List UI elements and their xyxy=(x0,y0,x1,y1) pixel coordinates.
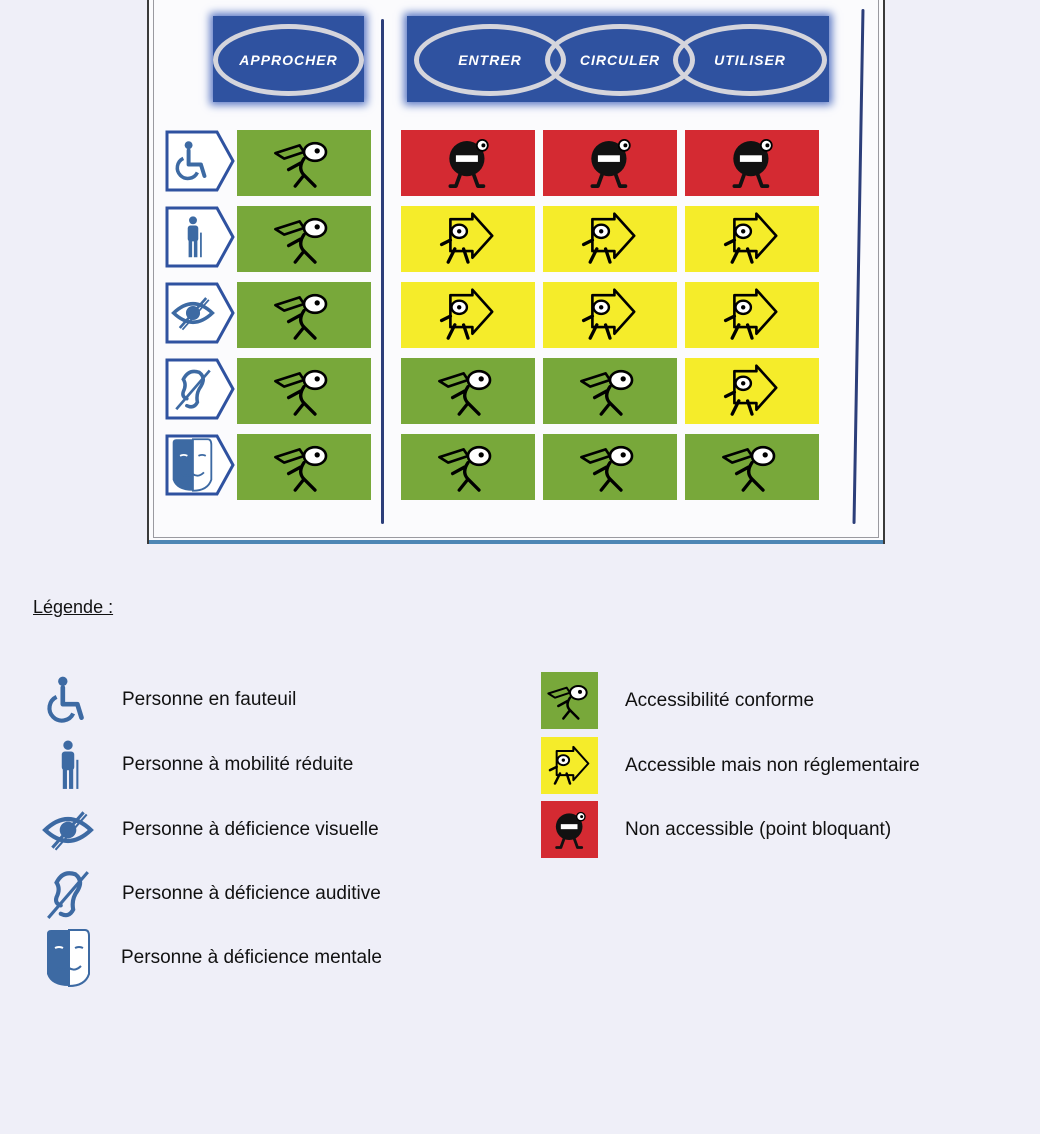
approcher-oval xyxy=(213,24,364,96)
legend-label: Personne à déficience mentale xyxy=(121,947,382,968)
arrow-walker-icon xyxy=(545,743,595,789)
matrix-cell xyxy=(237,206,371,272)
right-divider xyxy=(853,9,865,524)
matrix-cell xyxy=(685,206,819,272)
compliant-walker-icon xyxy=(271,135,337,191)
legend-mental xyxy=(38,928,382,988)
arrow-walker-icon xyxy=(719,287,785,343)
reduced-mobility-icon xyxy=(38,735,98,795)
matrix-cell xyxy=(543,434,677,500)
visual-impairment-icon xyxy=(38,800,98,860)
compliant-walker-icon xyxy=(435,439,501,495)
compliant-walker-icon xyxy=(577,363,643,419)
matrix-cell xyxy=(401,282,535,348)
compliant-walker-icon xyxy=(577,439,643,495)
row-hearing-impairment-icon xyxy=(165,358,235,420)
row-visual-impairment-icon xyxy=(165,282,235,344)
matrix-cell xyxy=(685,358,819,424)
matrix-cell xyxy=(543,130,677,196)
wheelchair-icon xyxy=(38,670,98,730)
row-mental-impairment-icon xyxy=(165,434,235,496)
matrix-cell xyxy=(237,282,371,348)
compliant-walker-icon xyxy=(545,678,595,724)
legend-label: Personne en fauteuil xyxy=(122,689,297,710)
legend-label: Personne à déficience visuelle xyxy=(122,819,379,840)
compliant-walker-icon xyxy=(271,287,337,343)
compliant-walker-icon xyxy=(271,439,337,495)
left-divider xyxy=(381,19,384,524)
matrix-cell xyxy=(237,434,371,500)
matrix-cell xyxy=(685,282,819,348)
matrix-cell xyxy=(237,130,371,196)
legend-label: Non accessible (point bloquant) xyxy=(625,818,892,840)
legend-wheelchair xyxy=(38,670,296,730)
row-reduced-mobility-icon xyxy=(165,206,235,268)
matrix-cell xyxy=(401,206,535,272)
blocked-sign-icon xyxy=(719,135,785,191)
legend-title: Légende : xyxy=(33,597,114,617)
arrow-walker-icon xyxy=(435,287,501,343)
utiliser-label: UTILISER xyxy=(714,52,786,68)
mental-impairment-icon xyxy=(38,928,98,988)
compliant-walker-icon xyxy=(271,363,337,419)
blocked-sign-icon xyxy=(577,135,643,191)
compliant-walker-icon xyxy=(719,439,785,495)
utiliser-oval xyxy=(673,24,827,96)
compliant-walker-icon xyxy=(435,363,501,419)
legend-label: Accessible mais non réglementaire xyxy=(625,754,920,776)
matrix-cell xyxy=(237,358,371,424)
legend-partial xyxy=(541,737,920,794)
process-banner xyxy=(407,16,829,102)
entrer-oval xyxy=(414,24,566,96)
circuler-label: CIRCULER xyxy=(579,52,661,68)
entrer-label: ENTRER xyxy=(458,52,522,68)
blocked-swatch xyxy=(541,801,598,858)
legend-compliant xyxy=(541,672,814,729)
legend-hearing xyxy=(38,864,381,924)
approcher-banner xyxy=(213,16,364,102)
accessibility-matrix xyxy=(147,0,885,544)
matrix-cell xyxy=(401,434,535,500)
arrow-walker-icon xyxy=(577,287,643,343)
legend-label: Accessibilité conforme xyxy=(625,689,815,711)
arrow-walker-icon xyxy=(719,211,785,267)
figure-bottom-bar xyxy=(149,540,883,544)
matrix-cell xyxy=(543,282,677,348)
arrow-walker-icon xyxy=(577,211,643,267)
row-wheelchair-icon xyxy=(165,130,235,192)
matrix-cell xyxy=(401,358,535,424)
matrix-cell xyxy=(543,358,677,424)
blocked-sign-icon xyxy=(435,135,501,191)
legend-blocked xyxy=(541,801,891,858)
arrow-walker-icon xyxy=(719,363,785,419)
hearing-impairment-icon xyxy=(38,864,98,924)
compliant-swatch xyxy=(541,672,598,729)
legend-reduced-mobility xyxy=(38,735,353,795)
partial-swatch xyxy=(541,737,598,794)
matrix-cell xyxy=(685,434,819,500)
arrow-walker-icon xyxy=(435,211,501,267)
matrix-cell xyxy=(685,130,819,196)
compliant-walker-icon xyxy=(271,211,337,267)
approcher-label: APPROCHER xyxy=(239,52,338,68)
legend-label: Personne à déficience auditive xyxy=(122,883,381,904)
matrix-cell xyxy=(543,206,677,272)
blocked-sign-icon xyxy=(545,807,595,853)
legend-visual xyxy=(38,800,379,860)
matrix-cell xyxy=(401,130,535,196)
legend-label: Personne à mobilité réduite xyxy=(122,754,354,775)
